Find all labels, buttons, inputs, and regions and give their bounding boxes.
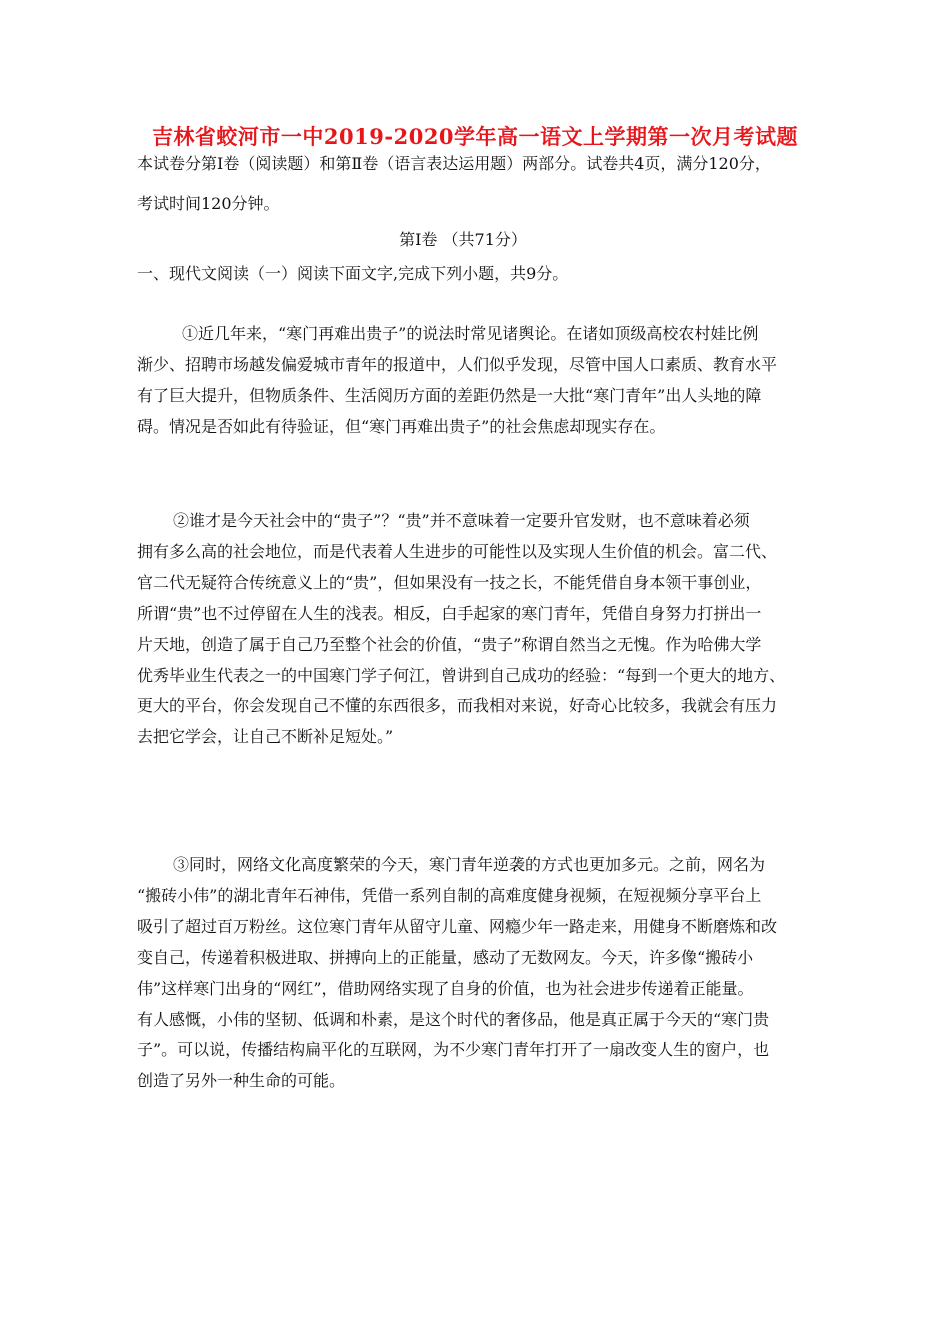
- intro-line-1: 本试卷分第Ⅰ卷（阅读题）和第Ⅱ卷（语言表达运用题）两部分。试卷共4页，满分120分，: [137, 154, 771, 173]
- document-title: 吉林省蛟河市一中2019-2020学年高一语文上学期第一次月考试题: [151, 124, 799, 149]
- paragraph-line: 变自己，传递着积极进取、拼搏向上的正能量，感动了无数网友。今天，许多像“搬砖小: [137, 947, 754, 967]
- paragraph-3: [137, 850, 817, 1097]
- paragraph-line: “搬砖小伟”的湖北青年石神伟，凭借一系列自制的高难度健身视频，在短视频分享平台上: [137, 885, 762, 905]
- paragraph-line: 子”。可以说，传播结构扁平化的互联网，为不少寒门青年打开了一扇改变人生的窗户，也: [137, 1040, 770, 1060]
- paragraph-line: 优秀毕业生代表之一的中国寒门学子何江，曾讲到自己成功的经验：“每到一个更大的地方、: [137, 665, 786, 685]
- paragraph-line: 片天地，创造了属于自己乃至整个社会的价值，“贵子”称谓自然当之无愧。作为哈佛大学: [137, 634, 762, 654]
- paragraph-line: 拥有多么高的社会地位，而是代表着人生进步的可能性以及实现人生价值的机会。富二代、: [137, 541, 778, 561]
- paragraph-line: 伟”这样寒门出身的“网红”，借助网络实现了自身的价值，也为社会进步传递着正能量。: [137, 978, 754, 998]
- paragraph-line: 渐少、招聘市场越发偏爱城市青年的报道中，人们似乎发现，尽管中国人口素质、教育水平: [137, 354, 778, 374]
- intro-line-2: 考试时间120分钟。: [137, 194, 280, 213]
- paragraph-line: 官二代无疑符合传统意义上的“贵”，但如果没有一技之长，不能凭借自身本领干事创业，: [137, 572, 762, 592]
- paragraph-line: 吸引了超过百万粉丝。这位寒门青年从留守儿童、网瘾少年一路走来，用健身不断磨炼和改: [137, 916, 778, 936]
- section-heading: 第Ⅰ卷 （共71分）: [399, 230, 527, 249]
- paragraph-line: 创造了另外一种生命的可能。: [137, 1071, 346, 1091]
- paragraph-line: ③同时，网络文化高度繁荣的今天，寒门青年逆袭的方式也更加多元。之前，网名为: [173, 855, 766, 874]
- question-heading: 一、现代文阅读（一）阅读下面文字,完成下列小题，共9分。: [137, 264, 569, 283]
- paragraph-line: 所谓“贵”也不过停留在人生的浅表。相反，白手起家的寒门青年，凭借自身努力打拼出一: [137, 603, 762, 623]
- paragraph-1: [137, 319, 817, 443]
- paragraph-line: 碍。情况是否如此有待验证，但“寒门再难出贵子”的社会焦虑却现实存在。: [137, 416, 666, 436]
- paragraph-line: 去把它学会，让自己不断补足短处。”: [137, 727, 394, 747]
- paragraph-2: [137, 506, 817, 753]
- paragraph-line: 有人感慨，小伟的坚韧、低调和朴素，是这个时代的奢侈品，他是真正属于今天的“寒门贵: [137, 1009, 770, 1029]
- paragraph-line: ①近几年来，“寒门再难出贵子”的说法时常见诸舆论。在诸如顶级高校农村娃比例: [182, 324, 759, 343]
- paragraph-line: ②谁才是今天社会中的“贵子”？“贵”并不意味着一定要升官发财，也不意味着必须: [173, 511, 750, 530]
- paragraph-line: 有了巨大提升，但物质条件、生活阅历方面的差距仍然是一大批“寒门青年”出人头地的障: [137, 385, 762, 405]
- paragraph-line: 更大的平台，你会发现自己不懂的东西很多，而我相对来说，好奇心比较多，我就会有压力: [137, 696, 778, 716]
